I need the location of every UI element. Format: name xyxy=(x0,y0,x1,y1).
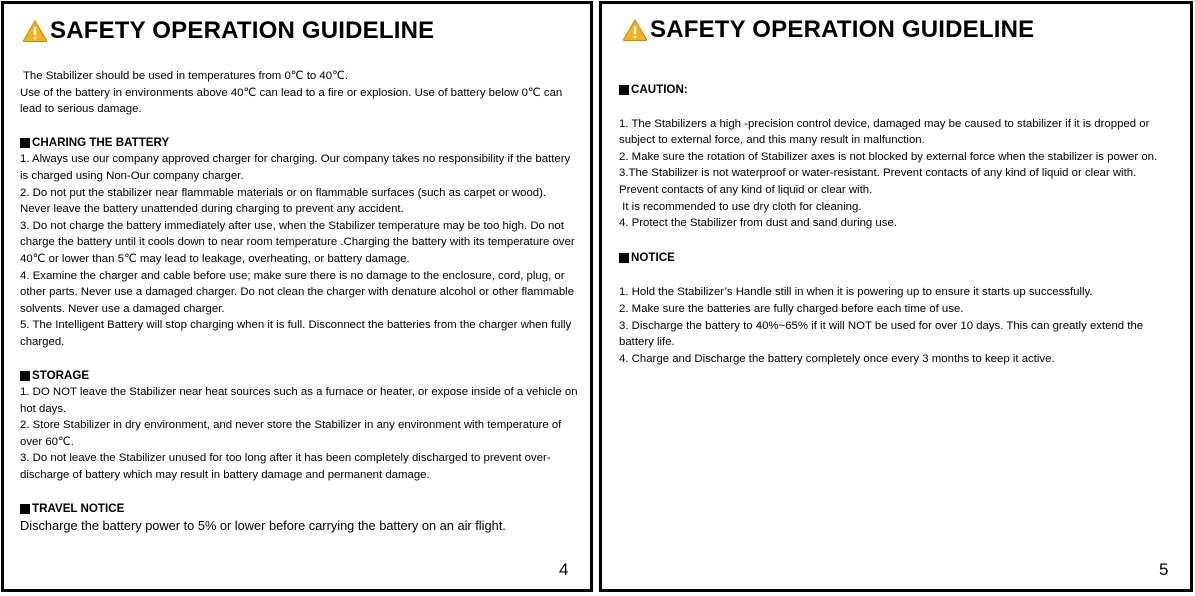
page-number: 4 xyxy=(559,560,569,579)
page-4 xyxy=(1,1,593,592)
list-item: 1. Always use our company approved charger for charging. Our company takes no responsibility if the battery is charged using Non-Our company charger. xyxy=(20,153,571,182)
list-item: 2. Store Stabilizer in dry environment, and never store the Stabilizer in any environment with temperature of over 60℃. xyxy=(20,419,562,448)
square-bullet-icon xyxy=(619,253,629,263)
list-item: 2. Make sure the rotation of Stabilizer axes is not blocked by external force when the stabilizer is power on. xyxy=(619,150,1158,163)
section-heading-text: CAUTION: xyxy=(631,83,688,96)
list-item: Prevent contacts of any kind of liquid or clear with. xyxy=(619,183,873,196)
square-bullet-icon xyxy=(619,85,629,95)
list-item: 2. Make sure the batteries are fully charged before each time of use. xyxy=(619,302,964,315)
page-5 xyxy=(599,1,1193,592)
travel-notice-text: Discharge the battery power to 5% or lower before carrying the battery on an air flight. xyxy=(20,518,506,534)
square-bullet-icon xyxy=(20,138,30,148)
section-heading-notice xyxy=(619,250,1178,267)
page-title xyxy=(622,16,1034,44)
section-heading-caution xyxy=(619,82,1178,99)
section-heading-travel xyxy=(20,501,578,518)
title-text: SAFETY OPERATION GUIDELINE xyxy=(650,16,1035,43)
list-item: 3. Discharge the battery to 40%~65% if it will NOT be used for over 10 days. This can greatly extend the battery life. xyxy=(619,319,1144,349)
intro-line: Use of the battery in environments above 40℃ can lead to a fire or explosion. Use of battery below 0℃ can lead to serious damage. xyxy=(20,86,563,116)
section-heading-text: TRAVEL NOTICE xyxy=(32,501,125,515)
list-item: 1. Hold the Stabilizer’s Handle still in when it is powering up to ensure it starts up successfully. xyxy=(619,286,1093,299)
section-heading-text: NOTICE xyxy=(631,250,675,264)
warning-triangle-icon xyxy=(22,19,48,43)
section-heading-charging xyxy=(20,135,578,152)
list-item: It is recommended to use dry cloth for cleaning. xyxy=(619,200,862,213)
list-item: 3. Do not charge the battery immediately after use, when the Stabilizer temperature may be too high. Do not charge the battery until it cools down to near room temperature .Charging the battery with its temperature over 40℃ or lower than 5℃ may lead to leakage, overheating, or battery damage. xyxy=(20,219,575,265)
square-bullet-icon xyxy=(20,371,30,381)
list-item: 4. Protect the Stabilizer from dust and sand during use. xyxy=(619,217,897,230)
intro-line: The Stabilizer should be used in temperatures from 0℃ to 40℃. xyxy=(20,70,349,82)
list-item: 1. The Stabilizers a high -precision control device, damaged may be caused to stabilizer if it is dropped or subject to external force, and this many result in malfunction. xyxy=(619,117,1150,147)
page-title xyxy=(22,17,434,45)
page-number: 5 xyxy=(1159,560,1169,579)
list-item: 5. The Intelligent Battery will stop charging when it is full. Disconnect the batteries from the charger when fully charged. xyxy=(20,319,572,348)
list-item: 3. Do not leave the Stabilizer unused for too long after it has been completely discharged to prevent over-discharge of battery which may result in battery damage and permanent damage. xyxy=(20,452,551,482)
section-heading-text: STORAGE xyxy=(32,368,90,382)
page-body xyxy=(20,68,578,535)
title-text: SAFETY OPERATION GUIDELINE xyxy=(50,17,435,44)
list-item: 2. Do not put the stabilizer near flammable materials or on flammable surfaces (such as carpet or wood). Never leave the battery unattended during charging to prevent any accident. xyxy=(20,186,547,216)
list-item: 4. Examine the charger and cable before use; make sure there is no damage to the enclosure, cord, plug, or other parts. Never use a damaged charger. Do not clean the charger with denature alcohol or other flammable solvents. Never use a damaged charger. xyxy=(20,269,575,315)
section-heading-storage xyxy=(20,368,578,385)
square-bullet-icon xyxy=(20,504,30,514)
list-item: 4. Charge and Discharge the battery completely once every 3 months to keep it active. xyxy=(619,352,1055,365)
warning-triangle-icon xyxy=(622,18,648,42)
section-heading-text: CHARING THE BATTERY xyxy=(32,135,170,149)
list-item: 3.The Stabilizer is not waterproof or water-resistant. Prevent contacts of any kind of liquid or clear with. xyxy=(619,167,1137,180)
page-body xyxy=(619,82,1178,367)
list-item: 1. DO NOT leave the Stabilizer near heat sources such as a furnace or heater, or expose inside of a vehicle on hot days. xyxy=(20,386,578,415)
